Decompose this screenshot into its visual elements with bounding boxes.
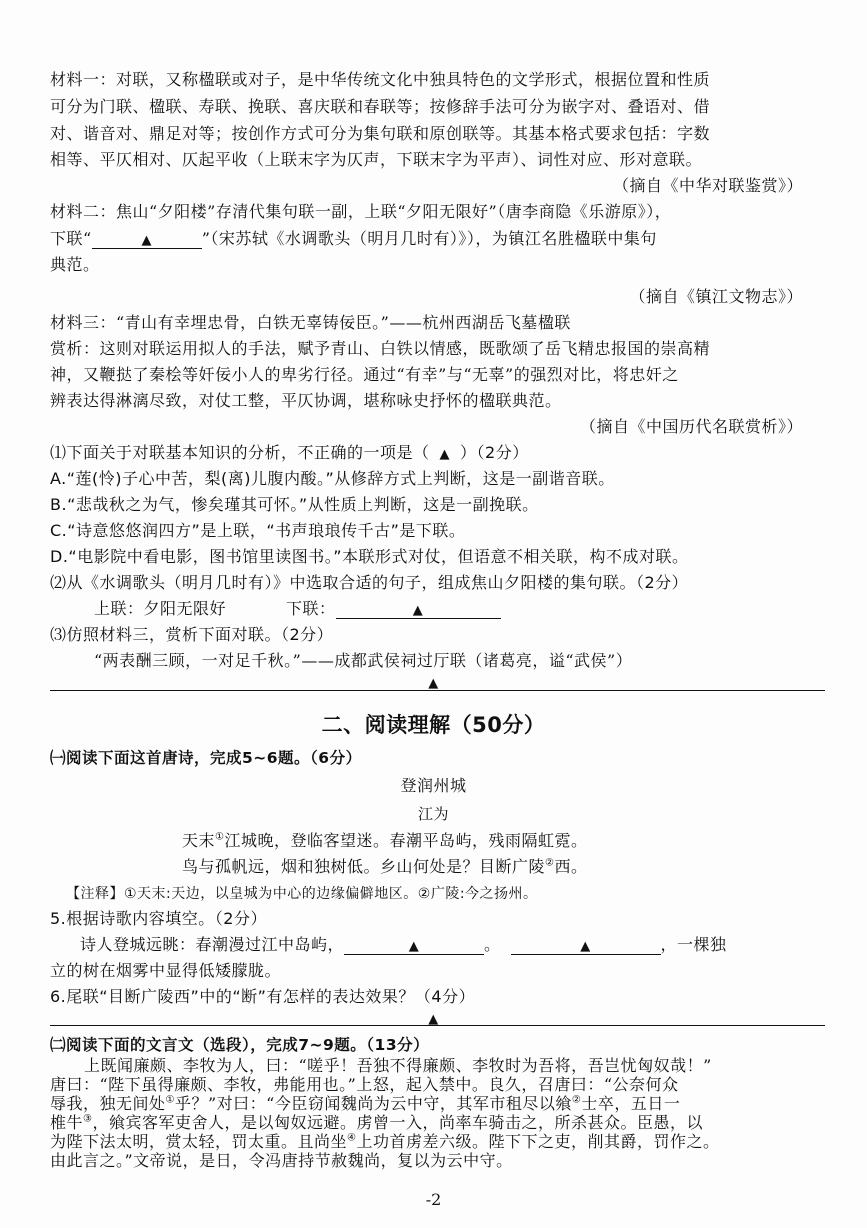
material2-line3: 典范。 xyxy=(50,255,100,274)
material3-line4: 辨表达得淋漓尽致，对仗工整，平仄协调，堪称咏史抒怀的楹联典范。 xyxy=(50,391,562,410)
material2-source: （摘自《镇江文物志》） xyxy=(629,287,803,306)
poem-line2-start: 鸟与孤帆远，烟和独树低。乡山何处是？目断广陵 xyxy=(182,857,546,876)
answer-blank[interactable] xyxy=(336,600,501,619)
material2-line2-start: 下联“ xyxy=(50,229,92,248)
classical-line3-part3: 士卒，五日一 xyxy=(581,1094,681,1113)
material1-line3: 对、谐音对、鼎足对等；按创作方式可分为集句联和原创联等。其基本格式要求包括：字数 xyxy=(50,124,711,143)
question5-line xyxy=(80,933,727,957)
classical-line4 xyxy=(50,1113,703,1132)
footnote-mark: ② xyxy=(571,1094,582,1106)
footnote-mark: ④ xyxy=(347,1132,357,1144)
material2-line2-end: ”（宋苏轼《水调歌头（明月几时有）》），为镇江名胜楹联中集句 xyxy=(201,229,657,248)
option-c: C.“诗意悠悠润四方”是上联，“书声琅琅传千古”是下联。 xyxy=(50,521,466,540)
material3-line3: 神，又鞭挞了秦桧等奸佞小人的卑劣行径。通过“有幸”与“无辜”的强烈对比，将忠奸之 xyxy=(50,365,679,384)
answer-blank[interactable] xyxy=(344,936,484,955)
answer-marker[interactable]: ▲ xyxy=(428,676,439,691)
classical-line3-part1: 辱我，独无间处 xyxy=(50,1094,166,1113)
question5-stem: 5.根据诗歌内容填空。（2分） xyxy=(50,909,267,928)
question5-prompt: 诗人登城远眺：春潮漫过江中岛屿， xyxy=(80,935,345,954)
classical-line4-part2: ，飨宾客军吏舍人，是以匈奴远避。虏曾一入，尚率车骑击之，所杀甚众。臣愚，以 xyxy=(92,1113,703,1132)
footnote-mark: ② xyxy=(545,857,555,869)
answer-marker: ▲ xyxy=(580,939,591,954)
classical-line3 xyxy=(50,1094,680,1113)
part1-heading: ㈠阅读下面这首唐诗，完成5~6题。（6分） xyxy=(50,749,362,767)
answer-marker: ▲ xyxy=(412,603,424,618)
lower-line-label: 下联： xyxy=(286,599,336,618)
classical-line4-part1: 椎牛 xyxy=(50,1113,84,1132)
classical-line1: 上既闻廉颇、李牧为人，曰：“嗟乎！吾独不得廉颇、李牧时为吾将，吾岂忧匈奴哉！” xyxy=(84,1056,712,1075)
footnote-mark: ③ xyxy=(83,1113,93,1125)
upper-line: 上联：夕阳无限好 xyxy=(94,599,227,618)
question5-continue: ，一棵独 xyxy=(660,935,727,954)
poem-line1-start: 天末 xyxy=(182,831,216,850)
material3-line1: 材料三：“青山有幸埋忠骨，白铁无辜铸佞臣。”——杭州西湖岳飞墓楹联 xyxy=(50,313,571,332)
answer-line xyxy=(50,690,825,691)
question1-stem xyxy=(50,441,529,467)
section-title: 二、阅读理解（50分） xyxy=(321,713,546,737)
answer-marker: ▲ xyxy=(408,939,420,954)
question1-stem-text: ⑴下面关于对联基本知识的分析，不正确的一项是（ xyxy=(50,443,430,462)
material3-source: （摘自《中国历代名联赏析》） xyxy=(579,417,803,436)
answer-marker[interactable]: ▲ xyxy=(439,447,451,462)
question5-line2: 立的树在烟雾中显得低矮朦胧。 xyxy=(50,961,282,980)
part2-heading: ㈡阅读下面的文言文（选段），完成7~9题。（13分） xyxy=(50,1036,430,1054)
classical-line5-part1: 为陛下法太明，赏太轻，罚太重。且尚坐 xyxy=(50,1132,348,1151)
poem-line2-end: 西。 xyxy=(554,857,588,876)
option-d: D.“电影院中看电影，图书馆里读图书。”本联形式对仗，但语意不相关联，构不成对联。 xyxy=(50,547,689,566)
answer-blank[interactable] xyxy=(511,936,661,955)
answer-marker: ▲ xyxy=(141,233,152,248)
material1-line4: 相等、平仄相对、仄起平收（上联末字为仄声，下联末字为平声）、词性对应、形对意联。 xyxy=(50,150,703,169)
poem-line1 xyxy=(182,829,588,853)
footnote-mark: ① xyxy=(165,1094,175,1106)
classical-line2: 唐曰：“陛下虽得廉颇、李牧，弗能用也。”上怒，起入禁中。良久，召唐曰：“公奈何众 xyxy=(50,1075,679,1094)
poem-title: 登润州城 xyxy=(400,776,467,795)
classical-line5 xyxy=(50,1132,720,1151)
answer-line xyxy=(50,1025,825,1026)
material2-line1: 材料二：焦山“夕阳楼”存清代集句联一副，上联“夕阳无限好”（唐李商隐《乐游原》）， xyxy=(50,202,672,221)
question3-couplet: “两表酬三顾，一对足千秋。”——成都武侯祠过厅联（诸葛亮，谥“武侯”） xyxy=(94,651,633,670)
material3-line2: 赏析：这则对联运用拟人的手法，赋予青山、白铁以情感，既歌颂了岳飞精忠报国的崇高精 xyxy=(50,339,711,358)
period: 。 xyxy=(484,935,501,954)
material1-line2: 可分为门联、楹联、寿联、挽联、喜庆联和春联等；按修辞手法可分为嵌字对、叠语对、借 xyxy=(50,97,711,116)
poem-author: 江为 xyxy=(417,805,449,823)
page-number: -2 xyxy=(425,1190,442,1209)
poem-line1-end: 江城晚，登临客望迷。春潮平岛屿，残雨隔虹霓。 xyxy=(224,831,588,850)
question2-couplet xyxy=(94,597,501,621)
material1-line1: 材料一：对联，又称楹联或对子，是中华传统文化中独具特色的文学形式，根据位置和性质 xyxy=(50,70,711,89)
classical-line6: 由此言之。”文帝说，是日，令冯唐持节赦魏尚，复以为云中守。 xyxy=(50,1151,513,1170)
footnote-mark: ① xyxy=(215,831,225,843)
poem-notes: 【注释】①天末:天边，以皇城为中心的边缘偏僻地区。②广陵:今之扬州。 xyxy=(66,886,538,902)
option-a: A.“莲(怜)子心中苦，梨(离)儿腹内酸。”从修辞方式上判断，这是一副谐音联。 xyxy=(50,469,615,488)
answer-marker[interactable]: ▲ xyxy=(428,1012,439,1027)
question6-stem: 6.尾联“目断广陵西”中的“断”有怎样的表达效果？（4分） xyxy=(50,987,476,1006)
option-b: B.“悲哉秋之为气，惨矣瑾其可怀。”从性质上判断，这是一副挽联。 xyxy=(50,495,539,514)
poem-line2 xyxy=(182,855,588,879)
classical-line3-part2: 乎？”对曰：“今臣窃闻魏尚为云中守，其军市租尽以飨 xyxy=(174,1094,572,1113)
answer-blank[interactable] xyxy=(92,230,202,249)
question3-stem: ⑶仿照材料三，赏析下面对联。（2分） xyxy=(50,625,334,644)
question1-score: ）（2分） xyxy=(460,443,529,462)
material2-line2 xyxy=(50,227,657,251)
classical-line5-part2: 上功首虏差六级。陛下下之吏，削其爵，罚作之。 xyxy=(356,1132,720,1151)
question2-stem: ⑵从《水调歌头（明月几时有）》中选取合适的句子，组成焦山夕阳楼的集句联。（2分） xyxy=(50,573,689,592)
material1-source: （摘自《中华对联鉴赏》） xyxy=(612,176,803,195)
